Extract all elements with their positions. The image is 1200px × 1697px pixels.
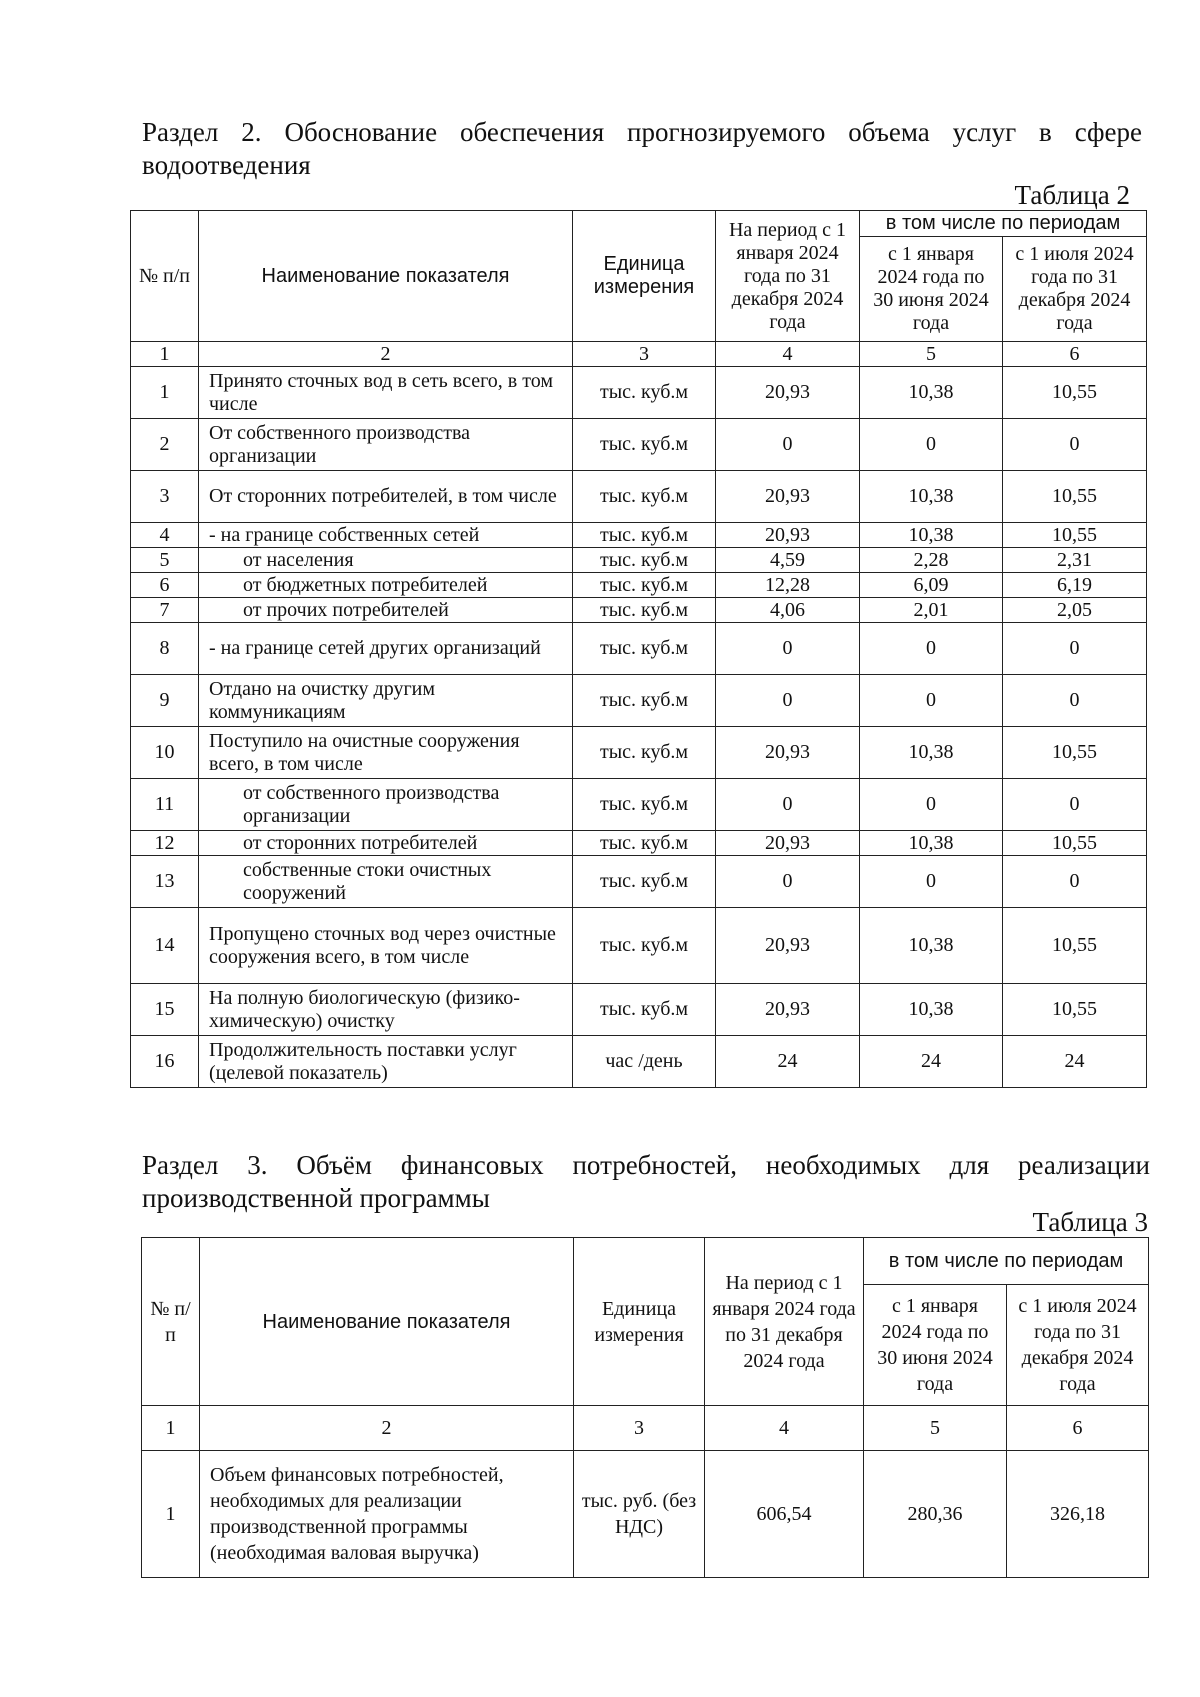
row-number: 16	[131, 1036, 199, 1088]
total-value: 0	[716, 419, 860, 471]
total-value: 606,54	[705, 1451, 864, 1578]
table-row	[131, 1036, 1147, 1088]
indicator-name: Объем финансовых потребностей, необходимых для реализации производственной программы (необходимая валовая выручка)	[200, 1451, 574, 1578]
unit-cell: тыс. куб.м	[573, 856, 716, 908]
total-value: 0	[716, 675, 860, 727]
period1-value: 0	[860, 856, 1003, 908]
table-row	[131, 779, 1147, 831]
row-number: 13	[131, 856, 199, 908]
period2-value: 10,55	[1003, 984, 1147, 1036]
table-row	[131, 523, 1147, 548]
period1-value: 10,38	[860, 367, 1003, 419]
row-number: 1	[142, 1451, 200, 1578]
header-unit: Единица измерения	[574, 1238, 705, 1406]
unit-cell: тыс. руб. (без НДС)	[574, 1451, 705, 1578]
table-row	[131, 367, 1147, 419]
total-value: 12,28	[716, 573, 860, 598]
period1-value: 0	[860, 779, 1003, 831]
header-num: № п/п	[142, 1238, 200, 1406]
indicator-name: Принято сточных вод в сеть всего, в том числе	[199, 367, 573, 419]
total-value: 20,93	[716, 471, 860, 523]
row-number: 9	[131, 675, 199, 727]
row-number: 5	[131, 548, 199, 573]
period2-value: 10,55	[1003, 831, 1147, 856]
header-num: № п/п	[131, 211, 199, 342]
period1-value: 0	[860, 675, 1003, 727]
indicator-name: Отдано на очистку другим коммуникациям	[199, 675, 573, 727]
row-number: 14	[131, 908, 199, 984]
period2-value: 2,05	[1003, 598, 1147, 623]
period1-value: 2,28	[860, 548, 1003, 573]
col-number-3: 3	[574, 1406, 705, 1451]
col-number-3: 3	[573, 342, 716, 367]
row-number: 6	[131, 573, 199, 598]
table-row	[131, 856, 1147, 908]
unit-cell: тыс. куб.м	[573, 471, 716, 523]
total-value: 20,93	[716, 831, 860, 856]
indicator-name: Продолжительность поставки услуг (целевой показатель)	[199, 1036, 573, 1088]
row-number: 15	[131, 984, 199, 1036]
table-row	[131, 573, 1147, 598]
unit-cell: час /день	[573, 1036, 716, 1088]
col-number-6: 6	[1003, 342, 1147, 367]
col-number-5: 5	[860, 342, 1003, 367]
header-total-period: На период с 1 января 2024 года по 31 декабря 2024 года	[705, 1238, 864, 1406]
indicator-name: На полную биологическую (физико-химическую) очистку	[199, 984, 573, 1036]
period1-value: 10,38	[860, 908, 1003, 984]
table-row	[131, 598, 1147, 623]
row-number: 8	[131, 623, 199, 675]
total-value: 20,93	[716, 367, 860, 419]
indicator-name: - на границе собственных сетей	[199, 523, 573, 548]
period2-value: 10,55	[1003, 367, 1147, 419]
total-value: 0	[716, 856, 860, 908]
table-row	[131, 675, 1147, 727]
col-number-6: 6	[1007, 1406, 1149, 1451]
period2-value: 0	[1003, 675, 1147, 727]
unit-cell: тыс. куб.м	[573, 727, 716, 779]
row-number: 1	[131, 367, 199, 419]
indicator-name: от сторонних потребителей	[199, 831, 573, 856]
unit-cell: тыс. куб.м	[573, 908, 716, 984]
period2-value: 0	[1003, 779, 1147, 831]
header-periods-group: в том числе по периодам	[860, 211, 1147, 237]
row-number: 11	[131, 779, 199, 831]
header-name: Наименование показателя	[200, 1238, 574, 1406]
total-value: 20,93	[716, 984, 860, 1036]
table-row	[131, 831, 1147, 856]
indicator-name: от прочих потребителей	[199, 598, 573, 623]
header-period-1: с 1 января 2024 года по 30 июня 2024 года	[864, 1285, 1007, 1406]
period2-value: 10,55	[1003, 523, 1147, 548]
indicator-name: от населения	[199, 548, 573, 573]
indicator-name: собственные стоки очистных сооружений	[199, 856, 573, 908]
total-value: 4,06	[716, 598, 860, 623]
indicator-name: Поступило на очистные сооружения всего, в том числе	[199, 727, 573, 779]
unit-cell: тыс. куб.м	[573, 623, 716, 675]
col-number-5: 5	[864, 1406, 1007, 1451]
period1-value: 2,01	[860, 598, 1003, 623]
period2-value: 0	[1003, 623, 1147, 675]
unit-cell: тыс. куб.м	[573, 419, 716, 471]
row-number: 4	[131, 523, 199, 548]
period1-value: 6,09	[860, 573, 1003, 598]
period1-value: 24	[860, 1036, 1003, 1088]
header-period-2: с 1 июля 2024 года по 31 декабря 2024 года	[1007, 1285, 1149, 1406]
total-value: 0	[716, 623, 860, 675]
period2-value: 0	[1003, 419, 1147, 471]
table2-label: Таблица 2	[1014, 180, 1130, 210]
total-value: 20,93	[716, 727, 860, 779]
indicator-name: Пропущено сточных вод через очистные сооружения всего, в том числе	[199, 908, 573, 984]
table-2	[130, 210, 1147, 1088]
period2-value: 6,19	[1003, 573, 1147, 598]
indicator-name: от бюджетных потребителей	[199, 573, 573, 598]
row-number: 7	[131, 598, 199, 623]
total-value: 20,93	[716, 523, 860, 548]
period1-value: 10,38	[860, 727, 1003, 779]
table-row	[131, 984, 1147, 1036]
col-number-2: 2	[199, 342, 573, 367]
row-number: 12	[131, 831, 199, 856]
total-value: 24	[716, 1036, 860, 1088]
table-row	[142, 1451, 1149, 1578]
table-row	[131, 623, 1147, 675]
table-row	[131, 471, 1147, 523]
table-row	[131, 419, 1147, 471]
period1-value: 280,36	[864, 1451, 1007, 1578]
unit-cell: тыс. куб.м	[573, 831, 716, 856]
period2-value: 0	[1003, 856, 1147, 908]
period2-value: 10,55	[1003, 471, 1147, 523]
indicator-name: От собственного производства организации	[199, 419, 573, 471]
indicator-name: - на границе сетей других организаций	[199, 623, 573, 675]
period2-value: 10,55	[1003, 908, 1147, 984]
section2-title: Раздел 2. Обоснование обеспечения прогнозируемого объема услуг в сфере водоотведения	[142, 117, 1142, 180]
unit-cell: тыс. куб.м	[573, 548, 716, 573]
period1-value: 0	[860, 419, 1003, 471]
period1-value: 0	[860, 623, 1003, 675]
col-number-2: 2	[200, 1406, 574, 1451]
period1-value: 10,38	[860, 523, 1003, 548]
unit-cell: тыс. куб.м	[573, 598, 716, 623]
period1-value: 10,38	[860, 984, 1003, 1036]
col-number-1: 1	[142, 1406, 200, 1451]
indicator-name: От сторонних потребителей, в том числе	[199, 471, 573, 523]
col-number-4: 4	[705, 1406, 864, 1451]
section3-title: Раздел 3. Объём финансовых потребностей, необходимых для реализации производственной программы	[142, 1150, 1150, 1213]
header-period-2: с 1 июля 2024 года по 31 декабря 2024 года	[1003, 237, 1147, 342]
table3-label: Таблица 3	[1032, 1207, 1148, 1237]
unit-cell: тыс. куб.м	[573, 573, 716, 598]
col-number-1: 1	[131, 342, 199, 367]
unit-cell: тыс. куб.м	[573, 523, 716, 548]
table-3	[141, 1237, 1149, 1578]
total-value: 20,93	[716, 908, 860, 984]
header-period-1: с 1 января 2024 года по 30 июня 2024 года	[860, 237, 1003, 342]
total-value: 0	[716, 779, 860, 831]
period2-value: 24	[1003, 1036, 1147, 1088]
row-number: 3	[131, 471, 199, 523]
period1-value: 10,38	[860, 831, 1003, 856]
period2-value: 10,55	[1003, 727, 1147, 779]
header-periods-group: в том числе по периодам	[864, 1238, 1149, 1285]
header-total-period: На период с 1 января 2024 года по 31 декабря 2024 года	[716, 211, 860, 342]
period1-value: 10,38	[860, 471, 1003, 523]
unit-cell: тыс. куб.м	[573, 984, 716, 1036]
period2-value: 2,31	[1003, 548, 1147, 573]
unit-cell: тыс. куб.м	[573, 675, 716, 727]
unit-cell: тыс. куб.м	[573, 779, 716, 831]
table-row	[131, 727, 1147, 779]
header-unit: Единица измерения	[573, 211, 716, 342]
table-row	[131, 548, 1147, 573]
col-number-4: 4	[716, 342, 860, 367]
total-value: 4,59	[716, 548, 860, 573]
header-name: Наименование показателя	[199, 211, 573, 342]
unit-cell: тыс. куб.м	[573, 367, 716, 419]
indicator-name: от собственного производства организации	[199, 779, 573, 831]
period2-value: 326,18	[1007, 1451, 1149, 1578]
table-row	[131, 908, 1147, 984]
row-number: 2	[131, 419, 199, 471]
row-number: 10	[131, 727, 199, 779]
